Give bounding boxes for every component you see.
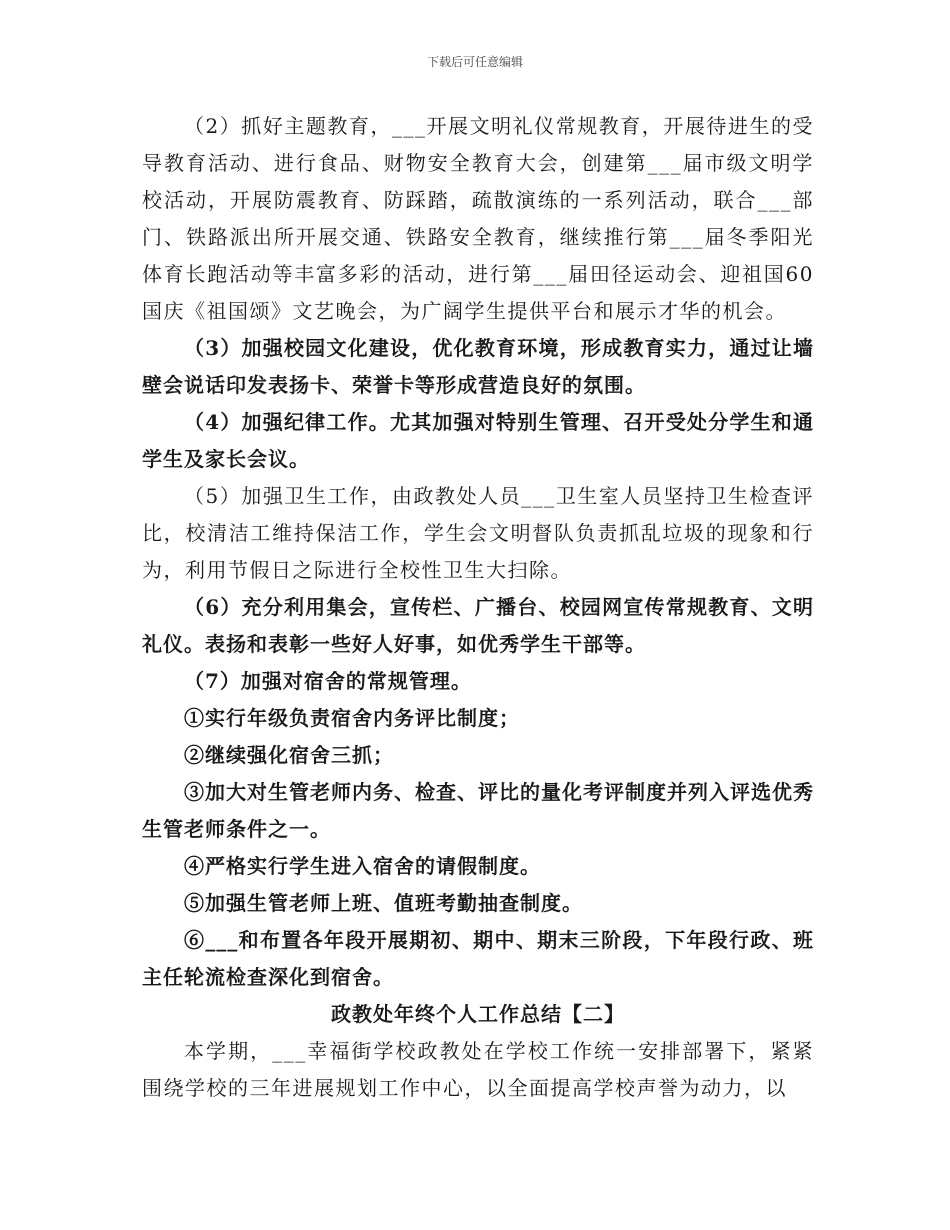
list-item-dorm-6: ⑥___和布置各年段开展期初、期中、期末三阶段，下年段行政、班主任轮流检查深化到宿舍。 xyxy=(142,928,814,989)
paragraph-theme-education: （2）抓好主题教育，___开展文明礼仪常规教育，开展待进生的受导教育活动、进行食品、财物安全教育大会，创建第___届市级文明学校活动，开展防震教育、防踩踏，疏散演练的一系列活动，联合___部门、铁路派出所开展交通、铁路安全教育，继续推行第___届冬季阳光体育长跑活动等丰富多彩的活动，进行第___届田径运动会、迎祖国60国庆《祖国颂》文艺晚会，为广阔学生提供平台和展示才华的机会。 xyxy=(142,114,814,323)
paragraph-assembly-publicity: （6）充分利用集会，宣传栏、广播台、校园网宣传常规教育、文明礼仪。表扬和表彰一些好人好事，如优秀学生干部等。 xyxy=(142,595,814,656)
list-item-dorm-3: ③加大对生管老师内务、检查、评比的量化考评制度并列入评选优秀生管老师条件之一。 xyxy=(142,780,814,841)
paragraph-section-intro: 本学期，___幸福街学校政教处在学校工作统一安排部署下，紧紧围绕学校的三年进展规划工作中心，以全面提高学校声誉为动力，以 xyxy=(142,1039,814,1100)
paragraph-hygiene: （5）加强卫生工作，由政教处人员___卫生室人员坚持卫生检查评比，校清洁工维持保洁工作，学生会文明督队负责抓乱垃圾的现象和行为，利用节假日之际进行全校性卫生大扫除。 xyxy=(142,484,814,582)
list-item-dorm-5: ⑤加强生管老师上班、值班考勤抽查制度。 xyxy=(184,891,583,915)
page-header: 下载后可任意编辑 xyxy=(426,55,523,69)
list-item-dorm-2: ②继续强化宿舍三抓； xyxy=(184,743,394,767)
paragraph-discipline: （4）加强纪律工作。尤其加强对特别生管理、召开受处分学生和通学生及家长会议。 xyxy=(142,410,814,471)
list-item-dorm-1: ①实行年级负责宿舍内务评比制度； xyxy=(184,706,520,730)
paragraph-campus-culture: （3）加强校园文化建设，优化教育环境，形成教育实力，通过让墙壁会说话印发表扬卡、荣誉卡等形成营造良好的氛围。 xyxy=(142,336,814,397)
paragraph-dormitory: （7）加强对宿舍的常规管理。 xyxy=(184,669,472,693)
document-body xyxy=(142,108,814,1107)
list-item-dorm-4: ④严格实行学生进入宿舍的请假制度。 xyxy=(184,854,541,878)
section-title: 政教处年终个人工作总结【二】 xyxy=(331,1002,625,1026)
